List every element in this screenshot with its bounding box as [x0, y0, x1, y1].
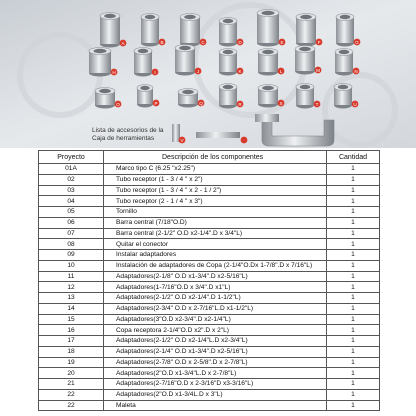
header-description: Descripción de los componentes	[104, 151, 327, 164]
cell-project: 12	[39, 282, 104, 293]
cell-description: Adaptadores(2-1/2" O.D x2-1/4"L.D x2-3/4"L)	[104, 336, 327, 347]
table-row	[39, 185, 380, 196]
cell-project: 10	[39, 260, 104, 271]
cell-project: 18	[39, 346, 104, 357]
cell-project: 07	[39, 228, 104, 239]
table-row	[39, 389, 380, 400]
cell-project: 13	[39, 293, 104, 304]
part-marker-label: B	[160, 39, 164, 45]
cell-description: Adaptadores(2"O.D x1-3/4"L.D x 2-7/8"L)	[104, 368, 327, 379]
table-row	[39, 239, 380, 250]
part-marker-label: F	[317, 39, 321, 45]
cell-description: Barra central (2-1/2" O.D x2-1/4".D x 3/4"L)	[104, 228, 327, 239]
cell-quantity: 1	[327, 185, 380, 196]
part-marker-label: A	[121, 40, 125, 46]
cell-description: Tornillo	[104, 207, 327, 218]
table-row	[39, 164, 380, 175]
table-row	[39, 196, 380, 207]
cell-quantity: 1	[327, 174, 380, 185]
cell-quantity: 1	[327, 357, 380, 368]
table-row	[39, 336, 380, 347]
cell-quantity: 1	[327, 346, 380, 357]
table-row	[39, 282, 380, 293]
cell-description: Copa receptora 2-1/4"O.D x2".D x 2"L)	[104, 325, 327, 336]
product-photo	[0, 0, 416, 148]
part-marker-label: D	[238, 39, 242, 45]
cell-project: 19	[39, 357, 104, 368]
cell-description: Adaptadores(2-1/4" O.D x1-3/4".D x2-5/16"L)	[104, 346, 327, 357]
table-row	[39, 325, 380, 336]
cell-quantity: 1	[327, 207, 380, 218]
cell-description: Adaptadores(2-7/16"O.D x 2-3/16"D x3-3/16"L)	[104, 379, 327, 390]
cell-quantity: 1	[327, 368, 380, 379]
part-marker-label: E	[280, 39, 284, 45]
cell-quantity: 1	[327, 389, 380, 400]
cell-quantity: 1	[327, 325, 380, 336]
part-marker-label: N	[354, 68, 358, 74]
cell-project: 11	[39, 271, 104, 282]
cell-quantity: 1	[327, 196, 380, 207]
cell-project: 14	[39, 303, 104, 314]
table-row	[39, 303, 380, 314]
table-row	[39, 250, 380, 261]
cell-quantity: 1	[327, 379, 380, 390]
cell-project: 16	[39, 325, 104, 336]
cell-project: 15	[39, 314, 104, 325]
part-marker-label: K	[238, 68, 242, 74]
table-row	[39, 207, 380, 218]
cell-project: 05	[39, 207, 104, 218]
table-row	[39, 400, 380, 411]
part-marker-label: Q	[199, 100, 203, 106]
part-marker-label: M	[316, 67, 320, 73]
part-marker-label: P	[154, 100, 158, 106]
table-row	[39, 228, 380, 239]
table-row	[39, 260, 380, 271]
cell-quantity: 1	[327, 250, 380, 261]
cell-project: 22	[39, 389, 104, 400]
cell-project: 09	[39, 250, 104, 261]
cell-quantity: 1	[327, 293, 380, 304]
table-row	[39, 271, 380, 282]
table-row	[39, 217, 380, 228]
part-marker-label: T	[315, 101, 319, 107]
cell-quantity: 1	[327, 228, 380, 239]
cell-description: Adaptadores(2-7/8" O.D x 2-5/8".D x 2-7/8"L)	[104, 357, 327, 368]
cell-description: Marco tipo C (6.25 "x2.25")	[104, 164, 327, 175]
cell-quantity: 1	[327, 271, 380, 282]
part-marker-label: L	[279, 68, 283, 74]
table-header-row	[39, 151, 380, 164]
part-marker-label: H	[112, 69, 116, 75]
cell-quantity: 1	[327, 260, 380, 271]
cell-description: Adaptadores(2-1/2" O.D x2-1/4".D 1-1/2"L)	[104, 293, 327, 304]
cell-project: 04	[39, 196, 104, 207]
cell-description: Tubo receptor (1 - 3 / 4 " x 2 - 1 / 2")	[104, 185, 327, 196]
part-marker-label: O	[116, 101, 120, 107]
cell-project: 20	[39, 368, 104, 379]
cell-description: Tubo receptor (1 - 3 / 4 " x 2")	[104, 174, 327, 185]
table-row	[39, 293, 380, 304]
cell-project: 21	[39, 379, 104, 390]
cell-project: 22	[39, 400, 104, 411]
cell-description: Adaptadores(2-1/8" O.D x1-3/4".D x2-5/16"L)	[104, 271, 327, 282]
photo-caption	[92, 127, 202, 143]
cell-project: 02	[39, 174, 104, 185]
cell-description: Adaptadores(3"O.D x2-3/4".D x2-1/4"L)	[104, 314, 327, 325]
cell-quantity: 1	[327, 336, 380, 347]
part-marker-label: G	[355, 39, 359, 45]
cell-description: Maleta	[104, 400, 327, 411]
cell-quantity: 1	[327, 314, 380, 325]
header-quantity: Cantidad	[327, 151, 380, 164]
cell-description: Instalar adaptadores	[104, 250, 327, 261]
part-marker-label: J	[196, 68, 200, 74]
cell-project: 01A	[39, 164, 104, 175]
table-row	[39, 346, 380, 357]
cell-project: 17	[39, 336, 104, 347]
part-marker-label: I	[154, 69, 156, 75]
cell-quantity: 1	[327, 400, 380, 411]
cell-quantity: 1	[327, 239, 380, 250]
table-row	[39, 357, 380, 368]
table-row	[39, 314, 380, 325]
part-marker-label: S	[279, 100, 283, 106]
cell-description: Instalación de adaptadores de Copa (2-1/4"O.Dx 1-7/8".D x 7/16"L)	[104, 260, 327, 271]
cell-quantity: 1	[327, 217, 380, 228]
part-marker-label: C	[201, 39, 205, 45]
table-row	[39, 368, 380, 379]
cell-project: 06	[39, 217, 104, 228]
table-body	[39, 164, 380, 411]
components-table	[38, 150, 380, 411]
cell-description: Tubo receptor (2 - 1 / 4 " x 3")	[104, 196, 327, 207]
cell-description: Adaptadores(2-3/4" O.D x 2-7/16"L.D x1-1/2"L)	[104, 303, 327, 314]
cell-project: 03	[39, 185, 104, 196]
accessories-illustration	[0, 0, 416, 148]
table-row	[39, 174, 380, 185]
cell-quantity: 1	[327, 164, 380, 175]
cell-description: Adaptadores(1-7/16"O.D x 3/4".D x1"L)	[104, 282, 327, 293]
cell-project: 08	[39, 239, 104, 250]
part-marker-label: U	[353, 101, 357, 107]
table-row	[39, 379, 380, 390]
cell-quantity: 1	[327, 303, 380, 314]
part-marker-label: R	[238, 101, 242, 107]
caption-line-1: Lista de accesorios de la	[92, 127, 164, 134]
part-marker-label: V	[180, 137, 184, 143]
cell-quantity: 1	[327, 282, 380, 293]
components-table-wrap	[38, 150, 380, 411]
cell-description: Adaptadores(2"O.D x1-3/4L.D x 3"L)	[104, 389, 327, 400]
cell-description: Barra central (7/18"O.D)	[104, 217, 327, 228]
caption-line-2: Caja de herramientas	[92, 135, 155, 142]
cell-description: Quitar el conector	[104, 239, 327, 250]
header-project: Proyecto	[39, 151, 104, 164]
